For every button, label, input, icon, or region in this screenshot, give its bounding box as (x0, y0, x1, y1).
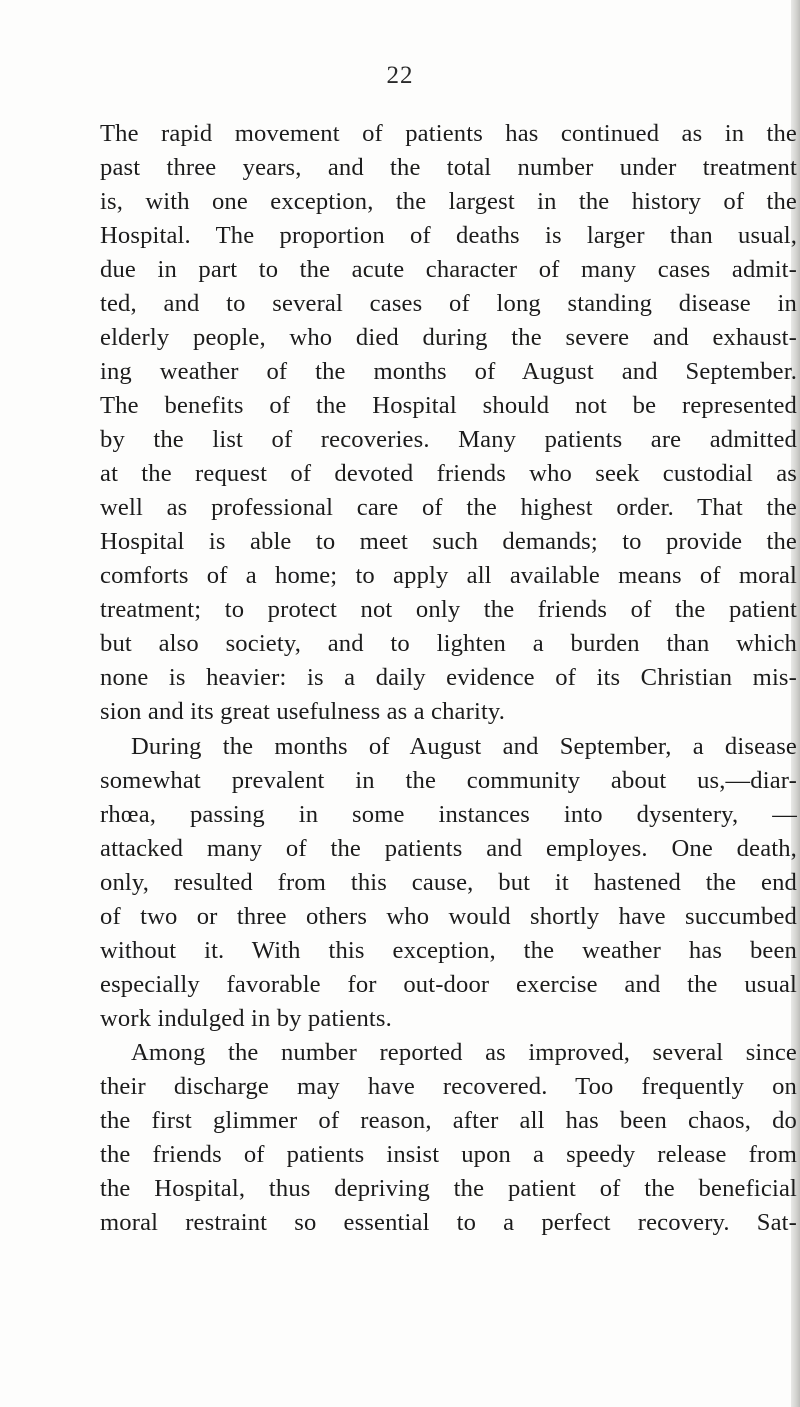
text-line: the first glimmer of reason, after all has been chaos, do (100, 1107, 797, 1134)
text-line: by the list of recoveries. Many patients are admitted (100, 426, 797, 453)
text-line: The benefits of the Hospital should not be represented (100, 392, 797, 419)
text-line: rhœa, passing in some instances into dysentery, — (100, 801, 797, 828)
text-line: the friends of patients insist upon a speedy release from (100, 1141, 797, 1168)
text-line: none is heavier: is a daily evidence of its Christian mis- (100, 664, 797, 691)
text-line: of two or three others who would shortly have succumbed (100, 903, 797, 930)
text-line: Hospital. The proportion of deaths is larger than usual, (100, 222, 797, 249)
text-line: sion and its great usefulness as a charity. (100, 698, 506, 725)
text-line: but also society, and to lighten a burden than which (100, 630, 797, 657)
text-line: only, resulted from this cause, but it hastened the end (100, 869, 797, 896)
text-line: due in part to the acute character of many cases admit- (100, 256, 797, 283)
text-line: without it. With this exception, the weather has been (100, 937, 797, 964)
text-line: their discharge may have recovered. Too frequently on (100, 1073, 797, 1100)
text-line: moral restraint so essential to a perfect recovery. Sat- (100, 1209, 797, 1236)
text-line: elderly people, who died during the severe and exhaust- (100, 324, 797, 351)
text-line: is, with one exception, the largest in the history of the (100, 188, 797, 215)
text-line: The rapid movement of patients has continued as in the (100, 120, 797, 147)
text-line: attacked many of the patients and employes. One death, (100, 835, 797, 862)
text-line: somewhat prevalent in the community about us,—diar- (100, 767, 797, 794)
text-line: work indulged in by patients. (100, 1005, 392, 1032)
page-number: 22 (386, 62, 414, 89)
text-line: well as professional care of the highest order. That the (100, 494, 797, 521)
text-line: the Hospital, thus depriving the patient of the beneficial (100, 1175, 797, 1202)
text-line: Hospital is able to meet such demands; to provide the (100, 528, 797, 555)
text-line: at the request of devoted friends who seek custodial as (100, 460, 797, 487)
text-line: ted, and to several cases of long standing disease in (100, 290, 797, 317)
paragraph-start-line: During the months of August and September, a disease (131, 733, 797, 760)
text-line: ing weather of the months of August and September. (100, 358, 797, 385)
paragraph-start-line: Among the number reported as improved, several since (131, 1039, 797, 1066)
text-line: comforts of a home; to apply all available means of moral (100, 562, 797, 589)
text-line: treatment; to protect not only the friends of the patient (100, 596, 797, 623)
text-line: especially favorable for out-door exercise and the usual (100, 971, 797, 998)
text-line: past three years, and the total number under treatment (100, 154, 797, 181)
